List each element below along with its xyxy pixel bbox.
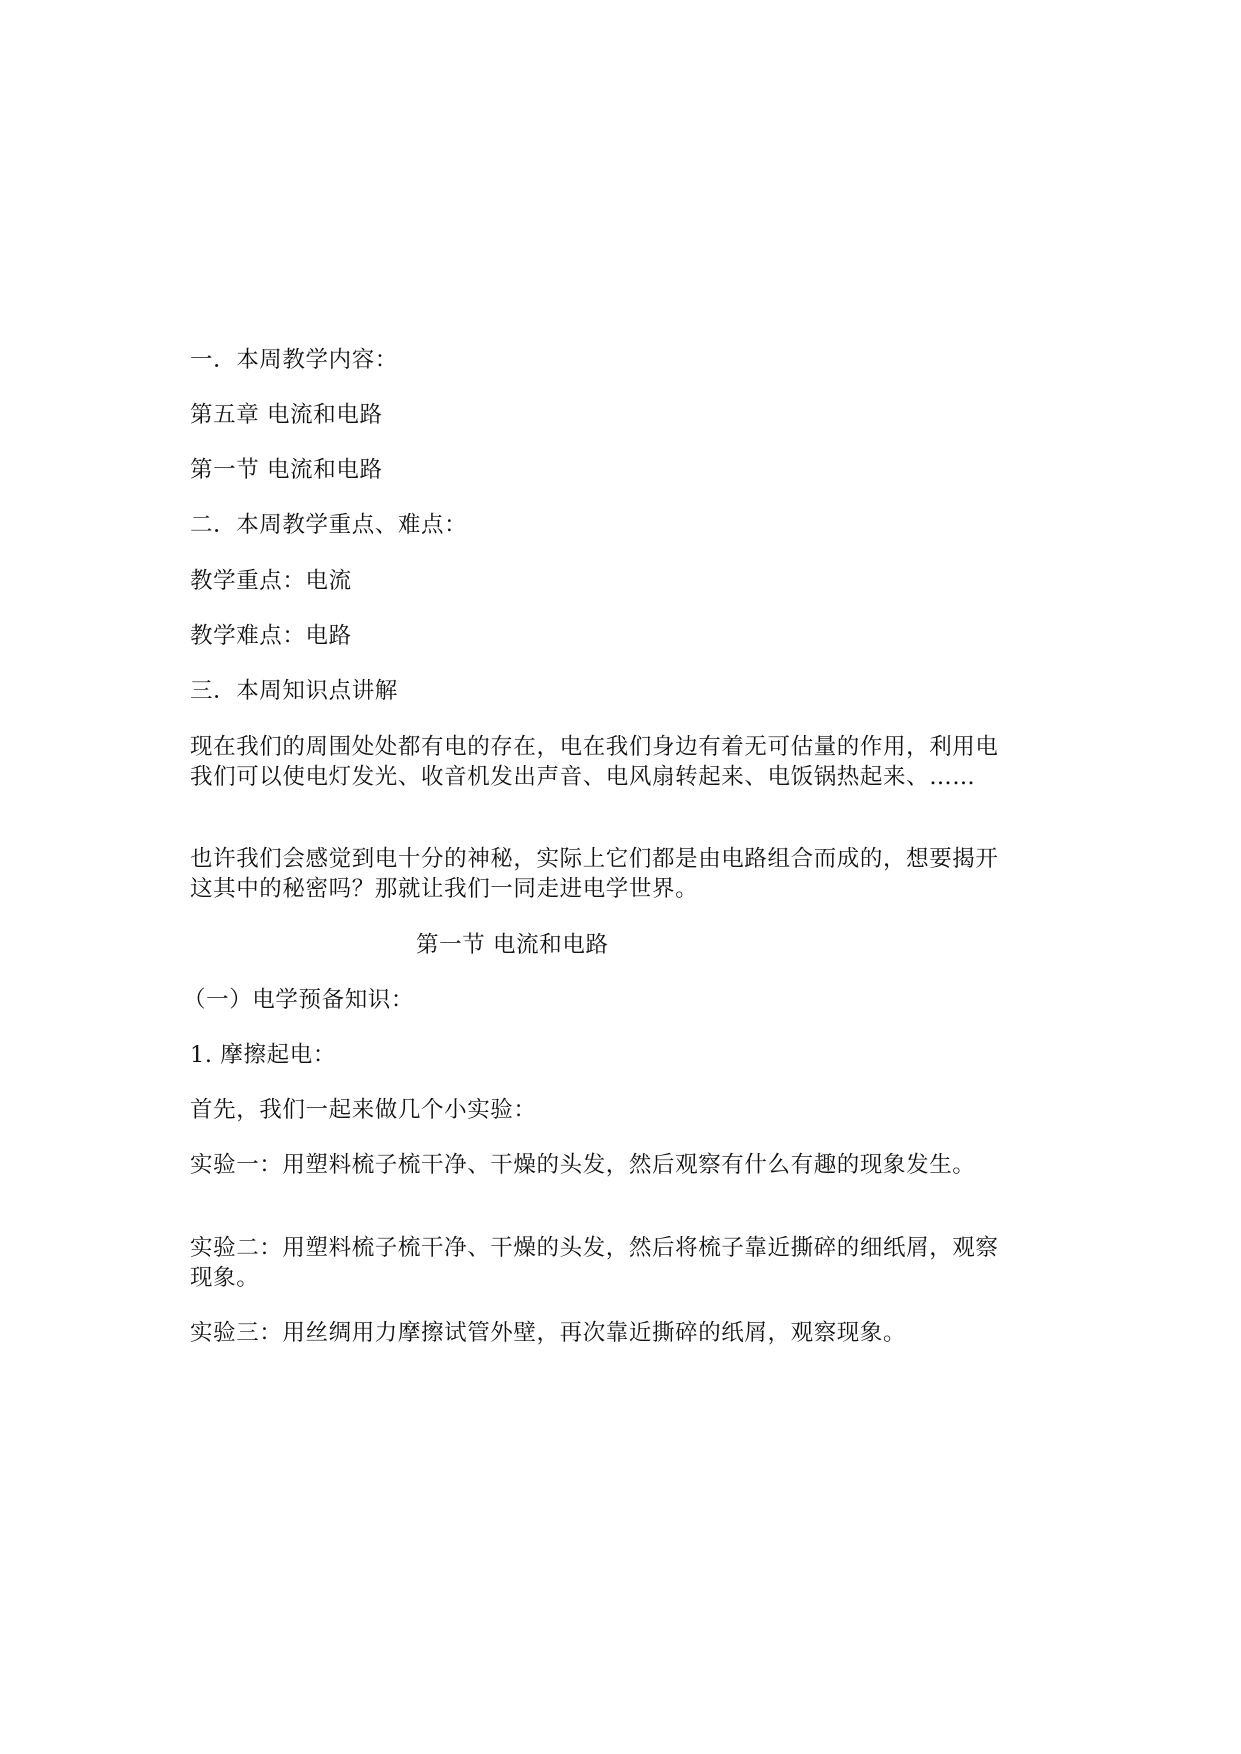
heading-key-difficult-points: 二．本周教学重点、难点：	[190, 512, 468, 538]
chapter-title: 第五章 电流和电路	[190, 402, 383, 428]
intro-paragraph-1	[190, 732, 1060, 792]
heading-knowledge-explanation: 三．本周知识点讲解	[190, 678, 398, 704]
experiments-lead-in: 首先，我们一起来做几个小实验：	[190, 1097, 537, 1123]
item-friction-electricity: 1. 摩擦起电：	[190, 1042, 336, 1068]
experiment-1: 实验一：用塑料梳子梳干净、干燥的头发，然后观察有什么有趣的现象发生。	[190, 1152, 976, 1178]
intro-paragraph-1-line-2: 我们可以使电灯发光、收音机发出声音、电风扇转起来、电饭锅热起来、……	[190, 764, 976, 790]
key-point: 教学重点：电流	[190, 568, 352, 594]
experiment-3: 实验三：用丝绸用力摩擦试管外壁，再次靠近撕碎的纸屑，观察现象。	[190, 1320, 907, 1346]
intro-paragraph-2-line-2: 这其中的秘密吗？那就让我们一同走进电学世界。	[190, 876, 699, 902]
experiment-2-line-2: 现象。	[190, 1265, 260, 1291]
intro-paragraph-2	[190, 844, 1060, 904]
section-title-centered: 第一节 电流和电路	[416, 932, 609, 958]
heading-teaching-content: 一．本周教学内容：	[190, 347, 398, 373]
section-title: 第一节 电流和电路	[190, 457, 383, 483]
experiment-2-line-1: 实验二：用塑料梳子梳干净、干燥的头发，然后将梳子靠近撕碎的细纸屑，观察	[190, 1235, 999, 1261]
intro-paragraph-2-line-1: 也许我们会感觉到电十分的神秘，实际上它们都是由电路组合而成的，想要揭开	[190, 846, 999, 872]
subsection-electricity-basics: （一）电学预备知识：	[183, 987, 415, 1013]
difficult-point: 教学难点：电路	[190, 623, 352, 649]
intro-paragraph-1-line-1: 现在我们的周围处处都有电的存在，电在我们身边有着无可估量的作用，利用电	[190, 734, 999, 760]
experiment-2	[190, 1233, 1060, 1293]
